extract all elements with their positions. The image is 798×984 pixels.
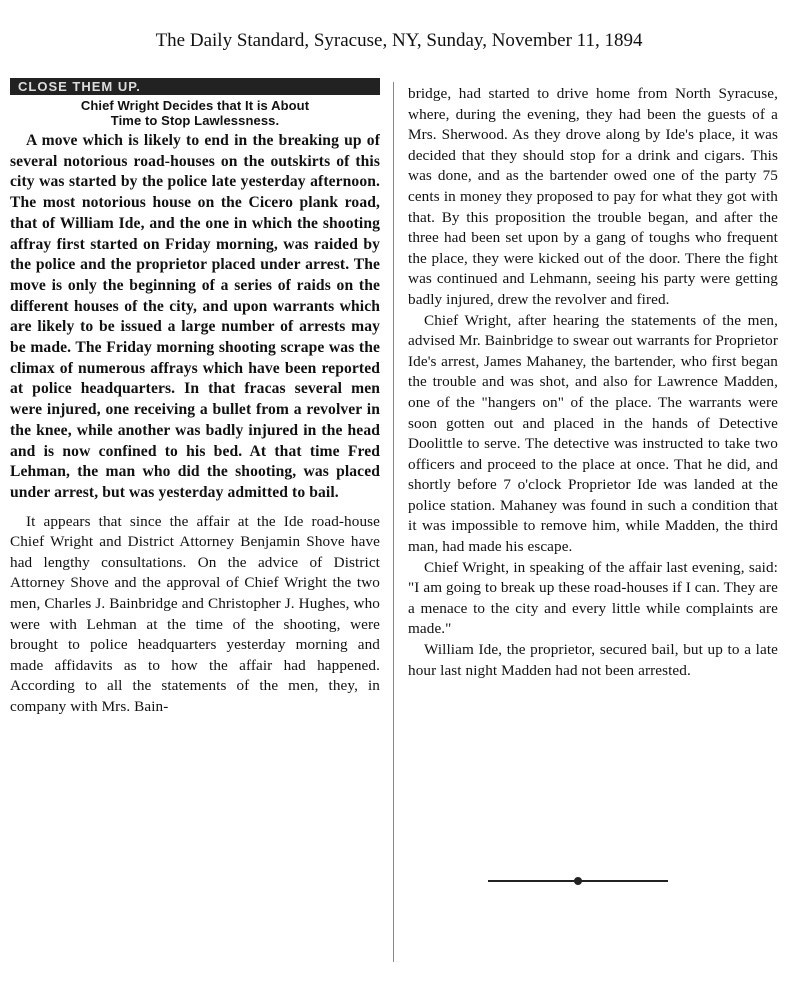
paragraph-5: William Ide, the proprietor, secured bail, but up to a late hour last night Madden had not been arrested. xyxy=(408,641,778,679)
headline: CLOSE THEM UP. xyxy=(10,78,380,95)
subheadline-line-2: Time to Stop Lawlessness. xyxy=(110,113,280,128)
right-column xyxy=(408,84,778,984)
lead-paragraph: A move which is likely to end in the breaking up of several notorious road-houses on the outskirts of this city was started by the police late yesterday afternoon. The most notorious house on the Cicero plank road, that of William Ide, and the one in which the shooting affray first started on Friday morning, was raided by the police and the proprietor placed under arrest. The move is only the beginning of a series of raids on the different houses of the city, and upon warrants which are likely to be issued a large number of arrests may be made. The Friday morning shooting scrape was the climax of numerous affrays which have been reported at police headquarters. In that fracas several men were injured, one receiving a bullet from a revolver in the knee, while another was badly injured in the head and is now confined to his bed. At that time Fred Lehman, the man who did the shooting, was placed under arrest, but was yesterday admitted to bail. xyxy=(10,132,380,501)
paragraph-2-continued: bridge, had started to drive home from North Syracuse, where, during the evening, they had been the guests of a Mrs. Sherwood. As they drove along by Ide's place, it was decided that they should stop for a drink and cigars. This was done, and as the bartender owed one of the party 75 cents in money they proposed to pay for what they got with that. By this proposition the trouble began, and after the three had been set upon by a gang of toughs who frequent the place, they were kicked out of the door. There the fight was continued and Lehmann, seeing his party were getting badly injured, drew the revolver and fired. xyxy=(408,85,778,308)
paragraph-2: It appears that since the affair at the Ide road-house Chief Wright and District Attorney Benjamin Shove have had lengthy consultations. On the advice of District Attorney Shove and the approval of Chief Wright the two men, Charles J. Bainbridge and Christopher J. Hughes, who were with Lehman at the time of the shooting, were brought to police headquarters yesterday morning and made affidavits as to how the affair had happened. According to all the statements of the men, they, in company with Mrs. Bain- xyxy=(10,512,380,715)
newspaper-clipping xyxy=(0,78,798,983)
source-caption: The Daily Standard, Syracuse, NY, Sunday, November 11, 1894 xyxy=(155,30,643,51)
article-end-ornament xyxy=(574,877,582,885)
paragraph-4: Chief Wright, in speaking of the affair last evening, said: "I am going to break up these road-houses if I can. They are a menace to the city and every little while complaints are made." xyxy=(408,558,778,638)
paragraph-3: Chief Wright, after hearing the statements of the men, advised Mr. Bainbridge to swear out warrants for Proprietor Ide's arrest, James Mahaney, the bartender, who first began the trouble and was shot, and also for Lawrence Madden, one of the "hangers on" of the place. The warrants were soon gotten out and placed in the hands of Detective Doolittle to serve. The detective was instructed to take two officers and proceed to the place at once. That he did, and shortly before 7 o'clock Proprietor Ide was landed at the police station. Mahaney was found in such a condition that it was impossible to remove him, while Madden, the third man, had made his escape. xyxy=(408,311,778,556)
column-divider xyxy=(393,82,394,962)
subheadline-line-1: Chief Wright Decides that It is About xyxy=(80,98,310,113)
left-column xyxy=(10,78,380,978)
